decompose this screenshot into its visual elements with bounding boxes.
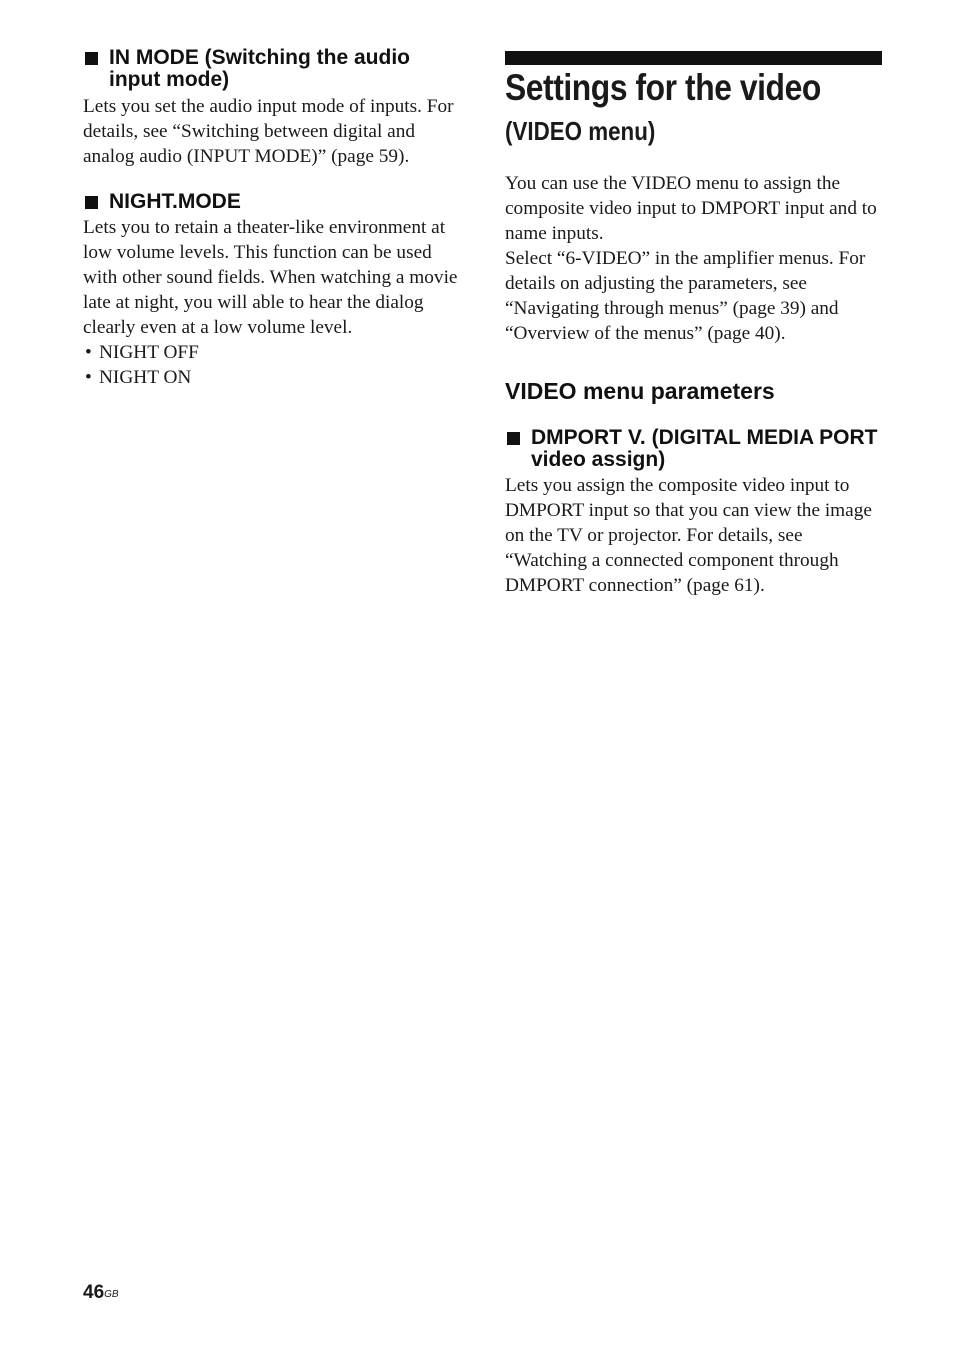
in-mode-section <box>83 47 463 169</box>
page-suffix: GB <box>104 1289 119 1300</box>
page-title: Settings for the video <box>505 67 821 108</box>
night-mode-body: Lets you to retain a theater-like environment at low volume levels. This function can be used with other sound fields. When watching a movie late at night, you will able to hear the dialog clearly even at a low volume level. <box>83 217 458 338</box>
night-mode-section <box>83 191 463 390</box>
intro-paragraph-1: You can use the VIDEO menu to assign the composite video input to DMPORT input and to name inputs. <box>505 173 877 244</box>
list-item: • NIGHT ON <box>85 367 192 388</box>
square-bullet-icon <box>507 432 520 445</box>
list-item: • NIGHT OFF <box>85 342 199 363</box>
page-subtitle: (VIDEO menu) <box>505 116 656 146</box>
dmport-body: Lets you assign the composite video input to DMPORT input so that you can view the image on the TV or projector. For details, see “Watching a connected component through DMPORT connection” (page 61). <box>505 475 872 596</box>
dmport-section <box>505 427 885 598</box>
in-mode-body: Lets you set the audio input mode of inputs. For details, see “Switching between digital and analog audio (INPUT MODE)” (page 59). <box>83 96 454 167</box>
title-rule <box>505 51 882 65</box>
page-number: $46^{GB}$ <box>83 1282 119 1303</box>
night-mode-options <box>83 340 463 390</box>
bullet-dot-icon: • <box>85 342 92 363</box>
in-mode-heading: IN MODE (Switching the audio input mode) <box>83 47 463 91</box>
params-heading: VIDEO menu parameters <box>505 378 775 404</box>
dmport-heading: DMPORT V. (DIGITAL MEDIA PORT video assign) <box>505 427 885 471</box>
intro-section <box>505 171 885 346</box>
bullet-dot-icon: • <box>85 367 92 388</box>
night-mode-heading: NIGHT.MODE <box>83 191 463 213</box>
intro-paragraph-2: Select “6-VIDEO” in the amplifier menus. For details on adjusting the parameters, see “Navigating through menus” (page 39) and “Overview of the menus” (page 40). <box>505 248 866 344</box>
square-bullet-icon <box>85 52 98 65</box>
square-bullet-icon <box>85 196 98 209</box>
